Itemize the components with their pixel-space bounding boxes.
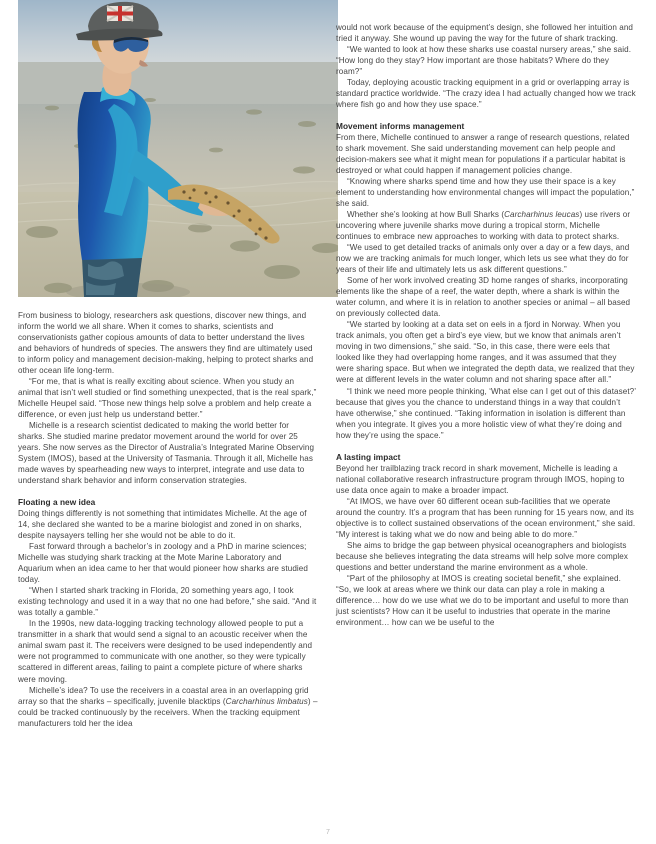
right-column-text [336, 22, 636, 628]
section-heading-movement-informs-management: Movement informs management [336, 121, 465, 132]
species-name-blacktip: Carcharhinus limbatus [225, 696, 308, 706]
paragraph: “Knowing where sharks spend time and how they use their space is a key element to understanding how environmental changes will impact the population,” she said. [336, 177, 635, 209]
right-column [336, 0, 638, 844]
paragraph: “At IMOS, we have over 60 different ocean sub-facilities that we operate around the country. It’s a program that has been running for 15 years now, and its objective is to collect sustained observations of the ocean environment,” she said. “My interest is taking what we do now and being able to do more.” [336, 496, 636, 539]
article-photo [18, 0, 338, 297]
paragraph: would not work because of the equipment’s design, she followed her intuition and tried it anyway. She wound up paving the way for the future of shark tracking. [336, 23, 633, 44]
paragraph: Beyond her trailblazing track record in shark movement, Michelle is leading a national collaborative research infrastructure program through IMOS, hoping to use data once again to make a broader impact. [336, 463, 625, 495]
paragraph: From there, Michelle continued to answer a range of research questions, related to shark movement. She said understanding movement can help people and decision-makers see what it might mean for populations if a particular habitat is destroyed or what could happen if management policies change. [336, 133, 630, 176]
section-heading-a-lasting-impact: A lasting impact [336, 451, 401, 462]
photo-illustration [18, 0, 338, 297]
paragraph: “For me, that is what is really exciting about science. When you study an animal that isn’t well studied or find something unexpected, that is the real spark,” Michelle Heupel said. “Those new things help solve a problem and help create a difference, or even just help us understand better.” [18, 377, 317, 420]
paragraph: In the 1990s, new data-logging tracking technology allowed people to put a transmitter in a shark that would send a signal to an acoustic receiver when the animal swam past it. The receivers were designed to be used independently and were not programmed to communicate with one another, so they were typically scattered in different areas, failing to paint a complete picture of where sharks were moving. [18, 619, 313, 684]
paragraph: “Part of the philosophy at IMOS is creating societal benefit,” she explained. “So, we look at areas where we think our data can play a role in making a difference… how do we use what we do to be important and useful to more than just scientists? How can it be useful to industries that operate in the marine environment… how can we be useful to the [336, 573, 629, 627]
left-column-text [18, 310, 318, 729]
paragraph-with-species-name [18, 685, 318, 729]
left-column [18, 0, 320, 844]
paragraph: Some of her work involved creating 3D home ranges of sharks, incorporating elements like the shape of a reef, the water depth, where a shark is within the water column, and where it is in relation to another species or animal – all based on previously collected data. [336, 276, 631, 319]
paragraph: “We started by looking at a data set on eels in a fjord in Norway. When you track animals, you often get a bird’s eye view, but we know that animals aren’t moving in two dimensions,” she said. “So, in this case, there were eels that looked like they had overlapping home ranges, and it was assumed that they were sharing space. But when we integrated the depth data, we realized that they were at different levels in the water column and not sharing space after all.” [336, 320, 635, 385]
paragraph: Fast forward through a bachelor’s in zoology and a PhD in marine sciences; Michelle was studying shark tracking at the Mote Marine Laboratory and Aquarium when an idea came to her that would pioneer how sharks are studied today. [18, 542, 308, 585]
page-number: 7 [326, 829, 330, 836]
text-before-species: Whether she’s looking at how Bull Sharks ( [347, 210, 505, 220]
paragraph: “I think we need more people thinking, ‘What else can I get out of this dataset?’ because that gives you the chance to understand things in a way that couldn’t have otherwise,” she continued. “Taking information in isolation is different than when you integrate. It gives you a more holistic view of what they’re doing and how they’re using the space.” [336, 386, 636, 440]
paragraph: From business to biology, researchers ask questions, discover new things, and inform the world we all share. When it comes to sharks, scientists and conservationists gather copious amounts of data to better understand the lives and behaviors of hundreds of species. The answers they find are ultimately used to inform policy and management decision-making, helping to protect sharks and other ocean life long-term. [18, 311, 314, 376]
paragraph: “We wanted to look at how these sharks use coastal nursery areas,” she said. “How long do they stay? How important are those habitats? Where do they roam?” [336, 45, 632, 77]
paragraph: “We used to get detailed tracks of animals only over a day or a few days, and now we are tracking animals for much longer, which lets us see what they do for years of their life and ultimately lets us ask different questions.” [336, 243, 630, 275]
paragraph: Michelle is a research scientist dedicated to making the world better for sharks. She studied marine predator movement around the world for over 25 years. She now serves as the Director of Australia’s Integrated Marine Observing System (IMOS), based at the University of Tasmania. Through it all, Michelle has made waves by spearheading new ways to interpret, integrate and use data to understand shark behavior and inform conservation strategies. [18, 421, 315, 486]
text-after-species: ) – could be tracked continuously by the receivers. When the tracking equipment manufacturers told her the idea [18, 696, 318, 728]
text-before-species: Michelle’s idea? To use the receivers in a coastal area in an overlapping grid array so that the sharks – specifically, juvenile blacktips ( [18, 685, 309, 706]
union-jack-badge [107, 6, 133, 21]
paragraph: She aims to bridge the gap between physical oceanographers and biologists because she believes integrating the data streams will help solve more complex questions and better understand the marine environment as a whole. [336, 540, 628, 572]
species-name-bull-shark: Carcharhinus leucas [504, 210, 580, 220]
text-after-species: ) use rivers or uncovering where juvenile sharks move during a tropical storm, Michelle continues to embrace new approaches to working with data to protect sharks. [336, 210, 631, 242]
paragraph-with-species-name [336, 209, 636, 242]
paragraph: “When I started shark tracking in Florida, 20 something years ago, I took existing technology and used it in a way that no one had before,” she said. “And it was totally a gamble.” [18, 586, 317, 618]
paragraph: Doing things differently is not something that intimidates Michelle. At the age of 14, she declared she wanted to be a marine biologist and zoned in on sharks, despite naysayers telling her she would not be able to do it. [18, 509, 307, 541]
paragraph: Today, deploying acoustic tracking equipment in a grid or overlapping array is standard practice worldwide. “The crazy idea I had actually changed how we track where fish go and how they use space.” [336, 78, 636, 110]
section-heading-floating-a-new-idea: Floating a new idea [18, 497, 96, 508]
